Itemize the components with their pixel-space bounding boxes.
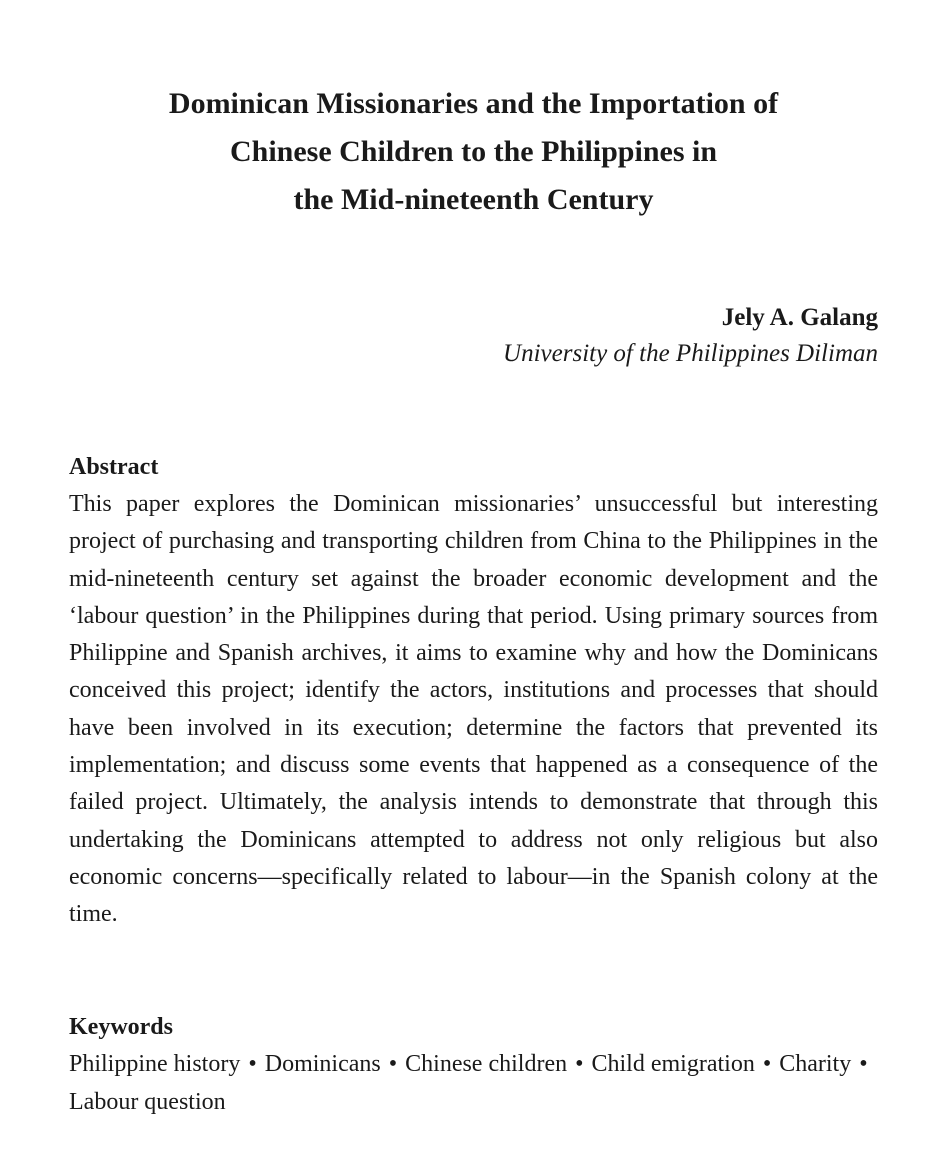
abstract-heading: Abstract: [69, 454, 159, 480]
keyword-item: Labour question: [69, 1088, 226, 1115]
keyword-separator: •: [859, 1051, 868, 1077]
keywords-heading: Keywords: [69, 1014, 173, 1040]
paper-page: [69, 0, 878, 1158]
keyword-item: Child emigration: [591, 1051, 755, 1077]
author-name: Jely A. Galang: [721, 304, 878, 331]
abstract-text: This paper explores the Dominican missionaries’ unsuccessful but interesting project of purchasing and transporting children from China to the Philippines in the mid-nineteenth century set against the broader economic development and the ‘labour question’ in the Philippines during that period. Using primary sources from Philippine and Spanish archives, it aims to examine why and how the Dominicans conceived this project; identify the actors, institutions and processes that should have been involved in its execution; determine the factors that prevented its implementation; and discuss some events that happened as a consequence of the failed project. Ultimately, the analysis intends to demonstrate that through this undertaking the Dominicans attempted to address not only religious but also economic concerns—specifically related to labour—in the Spanish colony at the time.: [69, 491, 878, 928]
keyword-item: Charity: [779, 1051, 852, 1077]
keyword-separator: •: [248, 1051, 257, 1077]
keyword-separator: •: [575, 1051, 584, 1077]
keyword-separator: •: [388, 1051, 398, 1077]
keyword-separator: •: [762, 1051, 772, 1077]
keyword-item: Philippine history: [69, 1051, 241, 1077]
title-line-1: Dominican Missionaries and the Importation of: [168, 87, 779, 120]
title-line-2: Chinese Children to the Philippines in: [229, 135, 718, 168]
paper-title: [69, 80, 878, 224]
author-affiliation: University of the Philippines Diliman: [503, 340, 878, 367]
keyword-item: Chinese children: [405, 1051, 568, 1077]
keywords-list: [69, 1046, 881, 1121]
title-line-3: the Mid-nineteenth Century: [293, 183, 654, 216]
keyword-item: Dominicans: [264, 1051, 381, 1077]
author-block: [503, 300, 878, 372]
